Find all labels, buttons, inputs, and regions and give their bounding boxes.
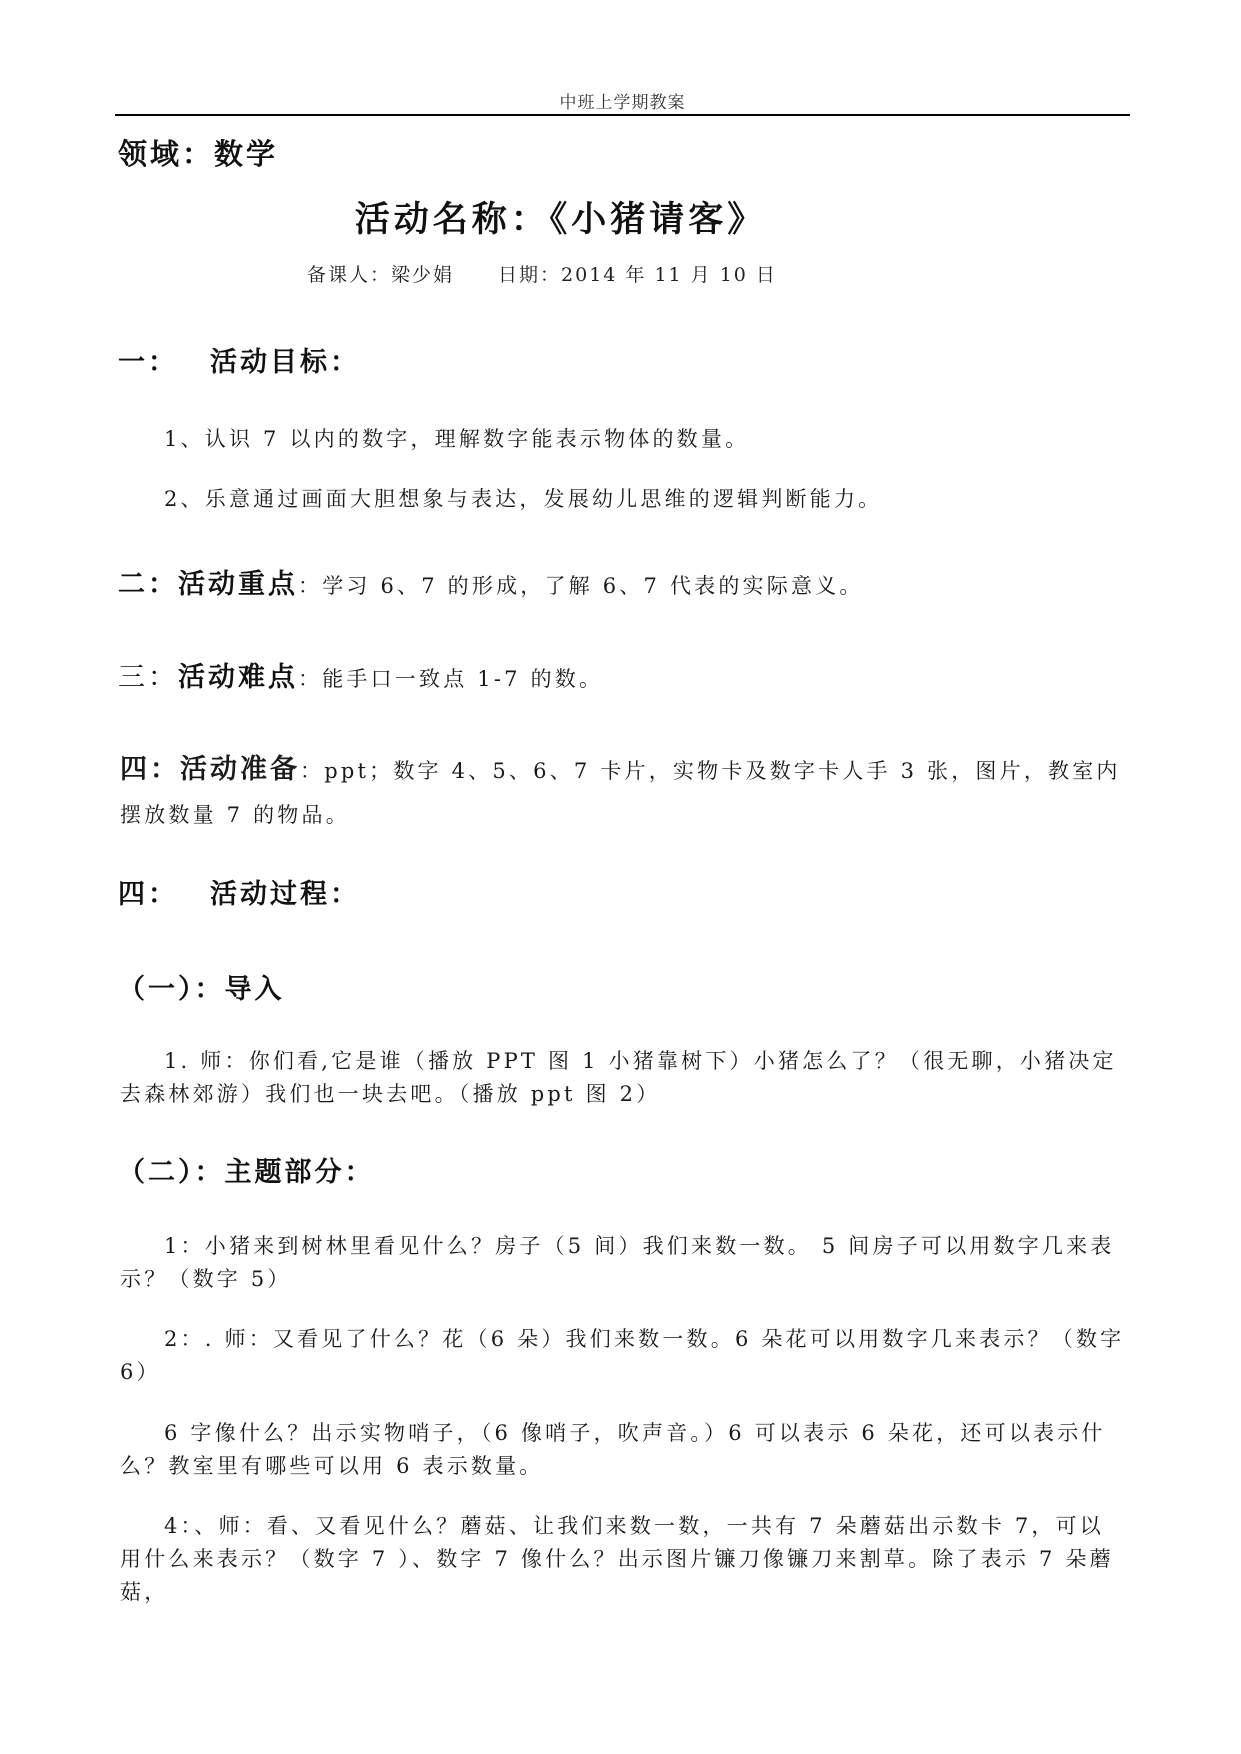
difficulties-number: 三： xyxy=(118,662,178,693)
difficulties-heading: 活动难点 xyxy=(178,662,298,693)
part1-heading: （一）：导入 xyxy=(118,974,285,1005)
goal-item: 1、认识 7 以内的数字，理解数字能表示物体的数量。 xyxy=(164,427,750,451)
section-goals-number: 一： xyxy=(118,347,178,378)
main-paragraph: 4：、师：看、又看见什么？蘑菇、让我们来数一数，一共有 7 朵蘑菇出示数卡 7，可以用什么来表示？（数字 7 ）、数字 7 像什么？出示图片镰刀像镰刀来割草。除了表示 7 朵蘑菇， xyxy=(120,1514,1114,1604)
section-process-heading xyxy=(118,872,360,911)
main-paragraph: 1：小猪来到树林里看见什么？房子（5 间）我们来数一数。 5 间房子可以用数字几来表示？（数字 5） xyxy=(120,1234,1115,1291)
preparation xyxy=(120,748,1125,837)
section-process-title: 活动过程： xyxy=(210,879,360,910)
key-points-text: ：学习 6、7 的形成，了解 6、7 代表的实际意义。 xyxy=(298,574,864,598)
main-paragraph: 6 字像什么？出示实物哨子，（6 像哨子，吹声音。）6 可以表示 6 朵花，还可以表示什么？教室里有哪些可以用 6 表示数量。 xyxy=(120,1421,1106,1478)
key-points xyxy=(118,562,864,601)
key-points-heading: 二：活动重点 xyxy=(118,569,298,600)
part2-heading: （二）：主题部分： xyxy=(118,1157,375,1188)
section-process-number: 四： xyxy=(118,879,178,910)
section-goals-title: 活动目标： xyxy=(210,347,360,378)
intro-paragraph: 1. 师：你们看,它是谁（播放 PPT 图 1 小猪靠树下）小猪怎么了？（很无聊，小猪决定去森林郊游）我们也一块去吧。（播放 ppt 图 2） xyxy=(120,1049,1117,1106)
goal-item: 2、乐意通过画面大胆想象与表达，发展幼儿思维的逻辑判断能力。 xyxy=(164,487,883,511)
domain-heading: 领域：数学 xyxy=(118,137,279,171)
header-divider xyxy=(115,114,1130,116)
main-paragraph: 2：. 师：又看见了什么？花（6 朵）我们来数一数。6 朵花可以用数字几来表示？（数字 6） xyxy=(120,1327,1125,1384)
preparation-heading: 四：活动准备 xyxy=(120,754,300,785)
date: 日期：2014 年 11 月 10 日 xyxy=(498,264,777,286)
section-goals-heading xyxy=(118,340,360,379)
preparation-text: ：ppt；数字 4、5、6、7 卡片，实物卡及数字卡人手 3 张，图片，教室内摆放数量 7 的物品。 xyxy=(120,759,1121,827)
meta-line xyxy=(307,260,777,287)
page-header-title: 中班上学期教案 xyxy=(559,93,686,113)
difficulties xyxy=(118,655,603,694)
activity-title-text: 活动名称：《小猪请客》 xyxy=(354,200,767,240)
preparer: 备课人：梁少娟 xyxy=(307,264,455,286)
difficulties-text: ：能手口一致点 1-7 的数。 xyxy=(298,667,604,691)
activity-title xyxy=(0,192,1241,242)
